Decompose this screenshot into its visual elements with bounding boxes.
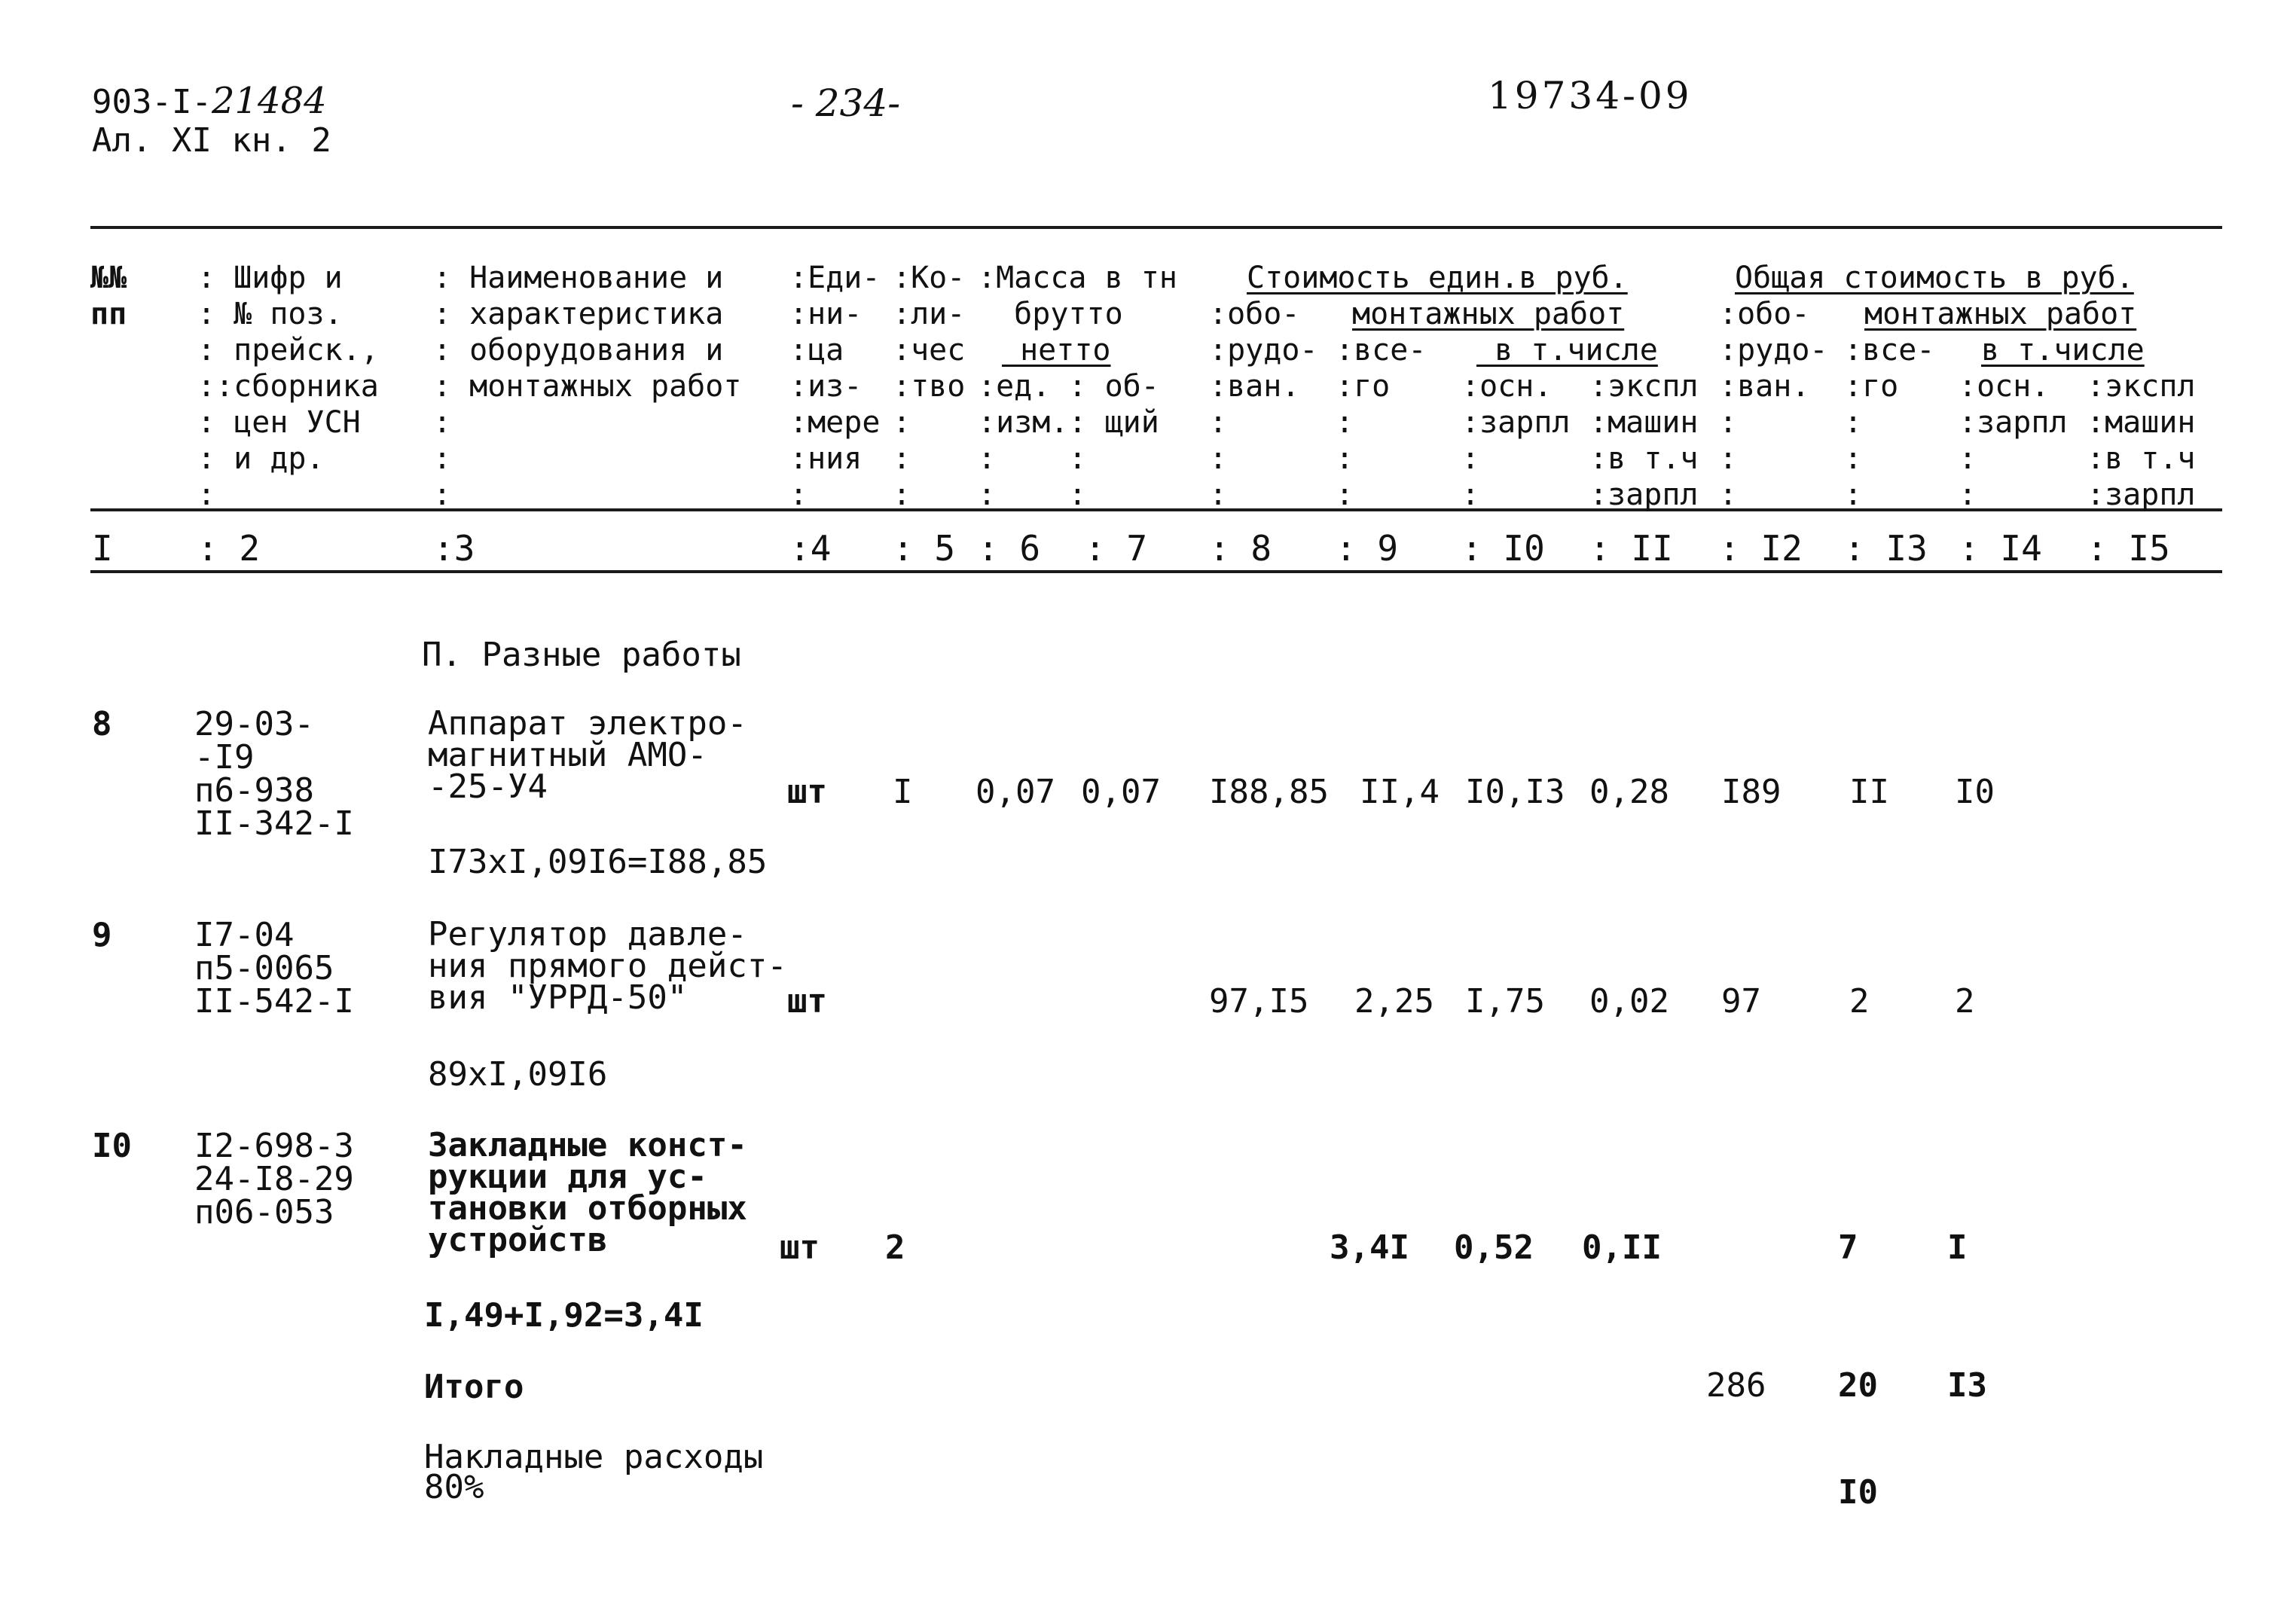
- row-total-mont: 2: [1849, 982, 1870, 1021]
- header-mont-title-2: монтажных работ: [1864, 297, 2137, 331]
- header-total-cost-title: Общая стоимость в руб.: [1735, 261, 2134, 295]
- row-unit: шт: [787, 982, 827, 1021]
- row-mont-total: 2,25: [1354, 982, 1434, 1021]
- column-numbers-rule: [90, 570, 2222, 573]
- page-number: - 234-: [791, 81, 901, 125]
- row-qty: 2: [885, 1228, 905, 1267]
- row-name: Аппарат электро- магнитный АМО- -25-У4: [428, 704, 747, 806]
- colnum-10: : I0: [1461, 528, 1545, 569]
- row-code: I7-04 п5-0065 II-542-I: [194, 916, 354, 1021]
- row-name: Закладные конст- рукции для ус- тановки отборных устройств: [428, 1126, 747, 1259]
- header-mont-title: монтажных работ: [1352, 297, 1625, 331]
- row-salary: I,75: [1465, 982, 1545, 1021]
- table-top-rule: [90, 226, 2222, 229]
- colnum-9: : 9: [1336, 528, 1399, 569]
- colnum-13: : I3: [1844, 528, 1928, 569]
- row-mass-total: 0,07: [1081, 773, 1161, 811]
- header-col-name: : Наименование и : характеристика : оборудования и : монтажных работ : : :: [433, 261, 742, 512]
- document-stamp: 19734-09: [1488, 74, 1693, 117]
- header-col-no: №№ пп: [90, 261, 127, 331]
- row-unit: шт: [780, 1228, 820, 1267]
- totals-salary: I3: [1947, 1366, 1987, 1405]
- header-unit-cost-title: Стоимость един.в руб.: [1247, 261, 1628, 295]
- row-number: 8: [92, 705, 112, 743]
- row-calc: I,49+I,92=3,4I: [424, 1296, 704, 1335]
- colnum-3: :3: [433, 528, 475, 569]
- row-total-mont: II: [1849, 773, 1889, 811]
- header-mass-net: нетто: [1002, 333, 1111, 368]
- row-code: I2-698-3 24-I8-29 п06-053: [194, 1127, 354, 1231]
- row-total-mont: 7: [1838, 1228, 1858, 1267]
- colnum-12: : I2: [1719, 528, 1803, 569]
- row-calc: 89xI,09I6: [428, 1055, 608, 1094]
- row-number: 9: [92, 916, 112, 954]
- row-name: Регулятор давле- ния прямого дейст- вия "УРРД-50": [428, 915, 787, 1017]
- row-salary: I0,I3: [1465, 773, 1565, 811]
- row-equip: I88,85: [1209, 773, 1329, 811]
- header-col-equip: :обо- :рудо- :ван. : : :: [1209, 297, 1318, 512]
- row-total-salary: I: [1947, 1228, 1968, 1267]
- row-qty: I: [893, 773, 913, 811]
- row-total-salary: 2: [1955, 982, 1975, 1021]
- colnum-4: :4: [789, 528, 832, 569]
- header-col-unit: :Еди- :ни- :ца :из- :мере :ния :: [789, 261, 881, 512]
- colnum-5: : 5: [893, 528, 956, 569]
- row-mont-total: II,4: [1360, 773, 1440, 811]
- row-machine: 0,02: [1589, 982, 1669, 1021]
- colnum-11: : II: [1589, 528, 1673, 569]
- header-col-machine: :экспл :машин :в т.ч :зарпл: [1589, 369, 1699, 512]
- header-col-code: : Шифр и : № поз. : прейск., ::сборника : цен УСН : и др. :: [197, 261, 379, 512]
- colnum-15: : I5: [2087, 528, 2170, 569]
- row-mont-total: 3,4I: [1330, 1228, 1409, 1267]
- header-mass-title: :Масса в тн: [978, 261, 1177, 295]
- colnum-1: I: [92, 528, 113, 569]
- header-col-total-mont: :все- :го : : :: [1844, 333, 1935, 512]
- header-mass-gross: брутто: [978, 297, 1123, 331]
- row-total-equip: I89: [1721, 773, 1782, 811]
- row-equip: 97,I5: [1209, 982, 1309, 1021]
- document-code: [92, 80, 327, 122]
- document-code-handwritten: 21484: [211, 80, 327, 122]
- totals-label: Итого: [424, 1368, 524, 1406]
- row-unit: шт: [787, 773, 827, 811]
- header-col-salary: :осн. :зарпл : :: [1461, 369, 1571, 512]
- header-col-total-salary: :осн. :зарпл : :: [1959, 369, 2068, 512]
- section-title: П. Разные работы: [422, 636, 741, 674]
- colnum-7: : 7: [1085, 528, 1148, 569]
- document-code-prefix: 903-I-: [92, 83, 212, 121]
- header-col-total-machine: :экспл :машин :в т.ч :зарпл: [2087, 369, 2196, 512]
- album-book: Ал. XI кн. 2: [92, 121, 331, 160]
- row-code: 29-03- -I9 п6-938 II-342-I: [194, 705, 354, 843]
- colnum-8: : 8: [1209, 528, 1272, 569]
- colnum-2: : 2: [197, 528, 261, 569]
- colnum-6: : 6: [978, 528, 1041, 569]
- overhead-mont: I0: [1838, 1473, 1878, 1512]
- header-col-qty: :Ко- :ли- :чес :тво : : :: [893, 261, 966, 512]
- header-incl-title-2: в т.числе: [1981, 333, 2145, 368]
- row-calc: I73xI,09I6=I88,85: [428, 843, 768, 881]
- totals-equip: 286: [1706, 1366, 1766, 1405]
- row-mass-unit: 0,07: [975, 773, 1055, 811]
- row-machine: 0,28: [1589, 773, 1669, 811]
- row-number: I0: [92, 1127, 132, 1165]
- colnum-14: : I4: [1959, 528, 2042, 569]
- totals-mont: 20: [1838, 1366, 1878, 1405]
- header-mass-subcols: :ед. : об- :изм.: щий : : : :: [978, 369, 1159, 512]
- overhead-label: Накладные расходы 80%: [424, 1438, 764, 1506]
- row-total-salary: I0: [1955, 773, 1995, 811]
- row-salary: 0,52: [1454, 1228, 1534, 1267]
- header-incl-title: в т.числе: [1476, 333, 1658, 368]
- row-machine: 0,II: [1582, 1228, 1662, 1267]
- header-col-mont-total: :все- :го : : :: [1336, 333, 1427, 512]
- header-col-total-equip: :обо- :рудо- :ван. : : :: [1719, 297, 1828, 512]
- row-total-equip: 97: [1721, 982, 1761, 1021]
